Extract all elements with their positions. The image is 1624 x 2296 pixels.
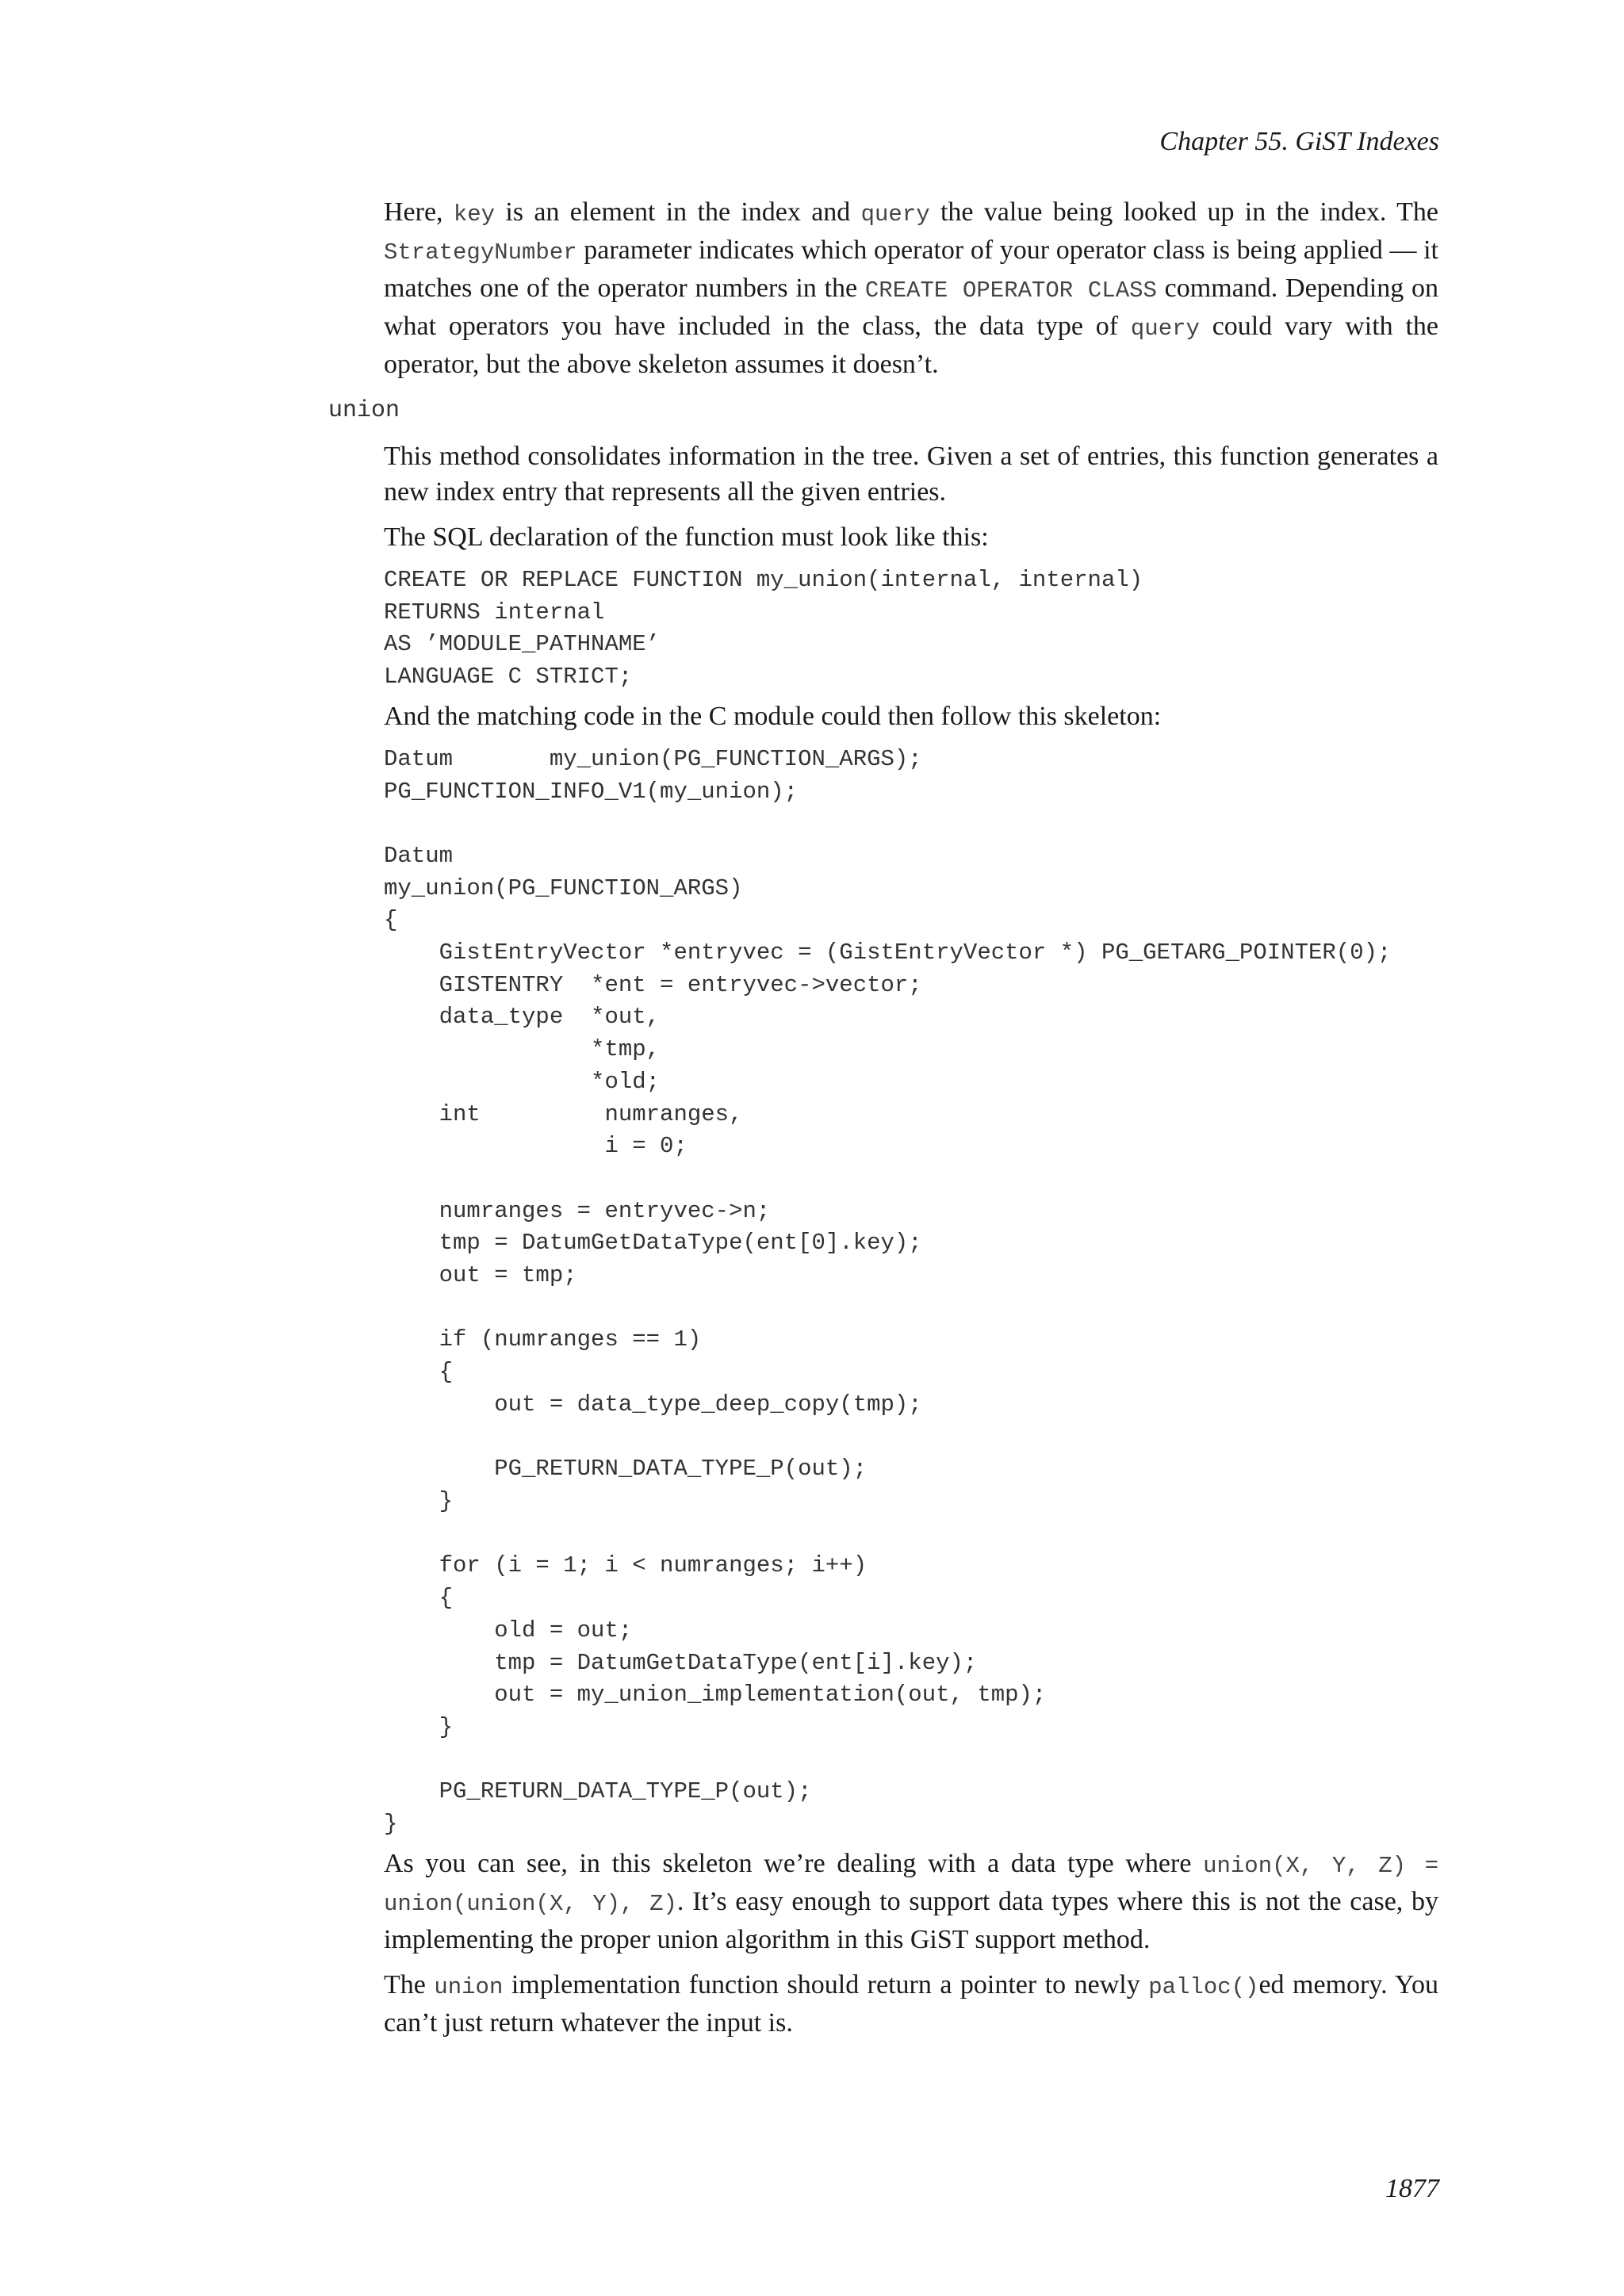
page-number: 1877 — [1385, 2174, 1439, 2203]
paragraph-sql-intro: The SQL declaration of the function must look like this: — [384, 522, 989, 552]
inline-code: union — [434, 1973, 504, 2000]
inline-code: CREATE OPERATOR CLASS — [864, 277, 1157, 304]
inline-code: query — [860, 201, 930, 228]
paragraph-union-explanation: As you can see, in this skeleton we’re dealing with a data type where union(X, Y, Z) = union(union(X, Y), Z). It’s easy enough to support data types where this is not the case, by implementing the proper union algorithm in this GiST support method. — [384, 1848, 1438, 1954]
page-header: Chapter 55. GiST Indexes — [1159, 127, 1439, 156]
inline-code: union(X, Y, Z) = union(union(X, Y), Z) — [384, 1852, 1438, 1917]
inline-code: query — [1130, 316, 1200, 342]
consistent-description — [384, 194, 1438, 382]
paragraph-union-intro: This method consolidates information in the tree. Given a set of entries, this function generates a new index entry that represents all the given entries. — [384, 442, 1438, 507]
paragraph-union-memory: The union implementation function should return a pointer to newly palloc()ed memory. You can’t just return whatever the input is. — [384, 1969, 1438, 2038]
document-body — [328, 194, 1438, 2050]
term-union: union — [328, 397, 400, 424]
c-code-block: Datum my_union(PG_FUNCTION_ARGS); PG_FUNCTION_INFO_V1(my_union); Datum my_union(PG_FUNCTION_ARGS) { GistEntryVector *entryvec = (GistEntryVector *) PG_GETARG_POINTER(0); GISTENTRY *ent = entryvec->vector; data_type *out, *tmp, *old; int numranges, i = 0; numranges = entryvec->n; tmp = DatumGetDataType(ent[0].key); out = tmp; if (numranges == 1) { out = data_type_deep_copy(tmp); PG_RETURN_DATA_TYPE_P(out); } for (i = 1; i < numranges; i++) { old = out; tmp = DatumGetDataType(ent[i].key); out = my_union_implementation(out, tmp); } PG_RETURN_DATA_TYPE_P(out); } — [384, 745, 1392, 1838]
sql-code-block: CREATE OR REPLACE FUNCTION my_union(internal, internal) RETURNS internal AS ’MODULE_PATHNAME’ LANGUAGE C STRICT; — [384, 567, 1143, 691]
union-description — [384, 438, 1438, 2041]
inline-code: key — [453, 201, 496, 228]
paragraph-consistent-params: Here, key is an element in the index and query the value being looked up in the index. The StrategyNumber parameter indicates which operator of your operator class is being applied — it matches one of the operator numbers in the CREATE OPERATOR CLASS command. Depending on what operators you have included in the class, the data type of query could vary with the operator, but the above skeleton assumes it doesn’t. — [384, 197, 1439, 379]
inline-code: StrategyNumber — [384, 239, 577, 266]
inline-code: palloc() — [1148, 1973, 1259, 2000]
paragraph-c-intro: And the matching code in the C module could then follow this skeleton: — [384, 701, 1162, 731]
